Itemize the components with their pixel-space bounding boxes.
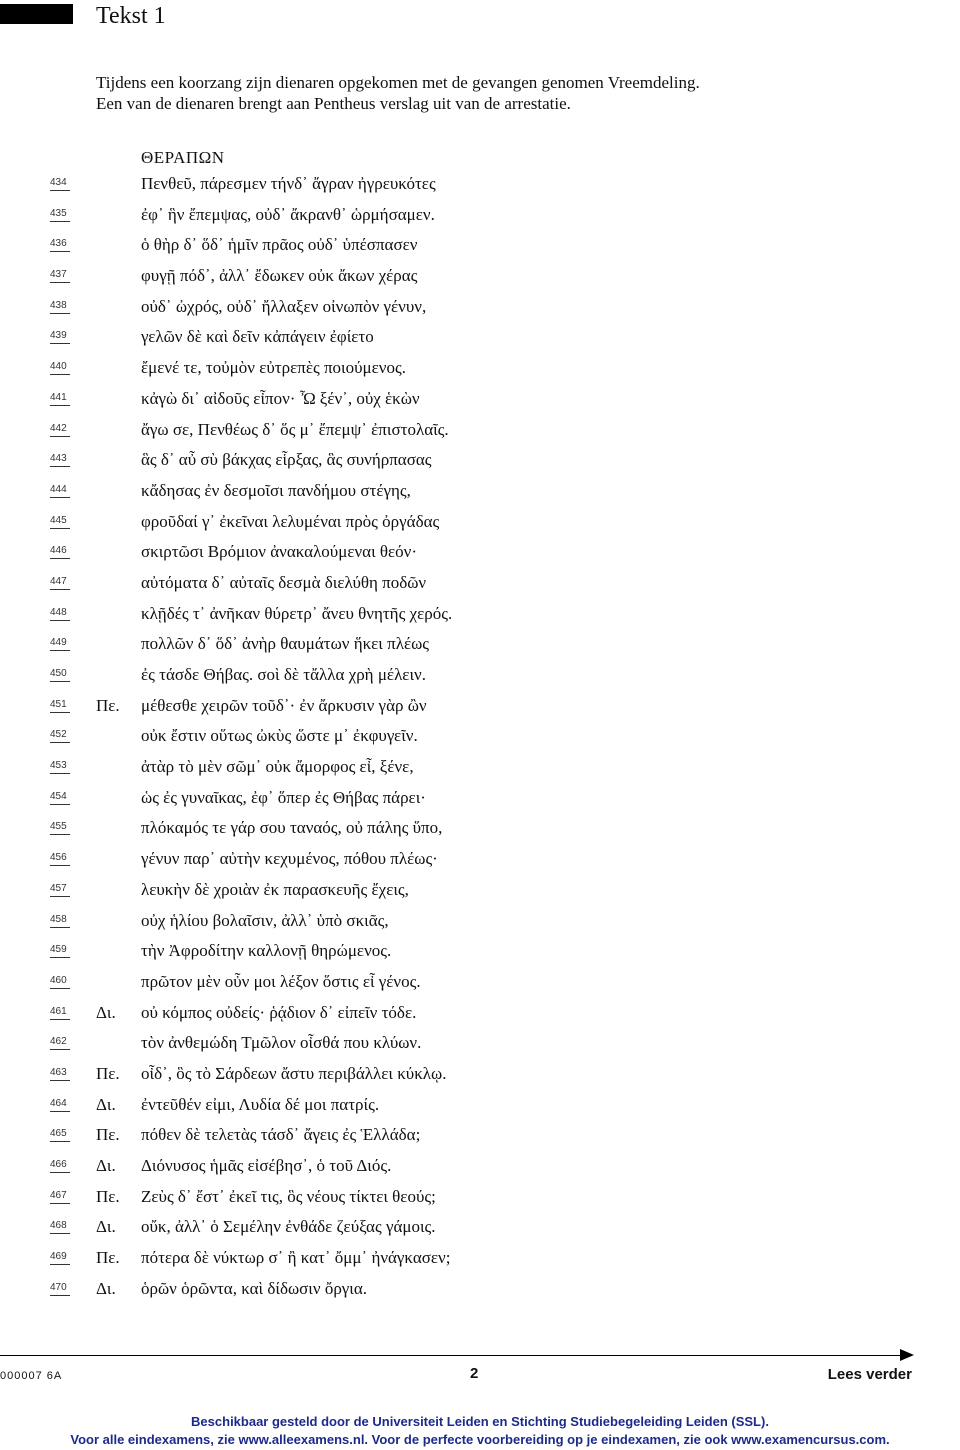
line-number: 460: [50, 975, 70, 989]
verse-lines: [0, 172, 960, 1307]
greek-verse-text: ἃς δ᾽ αὖ σὺ βάκχας εἷρξας, ἃς συνήρπασας: [141, 450, 432, 470]
line-number: 465: [50, 1128, 70, 1142]
line-number: 457: [50, 883, 70, 897]
greek-verse-text: Διόνυσος ἡμᾶς εἰσέβησ᾽, ὁ τοῦ Διός.: [141, 1156, 392, 1175]
page-title: Tekst 1: [96, 3, 166, 29]
greek-verse-text: μέθεσθε χειρῶν τοῦδ᾽· ἐν ἄρκυσιν γὰρ ὢν: [141, 695, 427, 715]
greek-verse-text: πόθεν δὲ τελετὰς τάσδ᾽ ἄγεις ἐς Ἑλλάδα;: [141, 1125, 421, 1145]
line-number: 466: [50, 1159, 70, 1173]
greek-verse-text: οὐχ ἡλίου βολαῖσιν, ἀλλ᾽ ὑπὸ σκιᾶς,: [141, 910, 389, 930]
line-number: 447: [50, 576, 70, 590]
arrow-right-icon: [900, 1349, 914, 1361]
greek-verse-text: ὡς ἐς γυναῖκας, ἐφ᾽ ὅπερ ἐς Θήβας πάρει·: [141, 787, 426, 807]
line-number: 440: [50, 361, 70, 375]
greek-verse-text: πλόκαμός τε γάρ σου ταναός, οὐ πάλης ὕπο,: [141, 818, 443, 838]
verse-line: [0, 816, 960, 847]
speaker-label: Δι.: [96, 1002, 116, 1022]
intro-line: Tijdens een koorzang zijn dienaren opgekomen met de gevangen genomen Vreemdeling.: [96, 73, 700, 92]
continue-label: Lees verder: [827, 1366, 912, 1383]
line-number: 438: [50, 300, 70, 314]
line-number: 448: [50, 607, 70, 621]
speaker-label: Πε.: [96, 695, 120, 715]
verse-line: [0, 510, 960, 541]
verse-line: [0, 755, 960, 786]
greek-verse-text: ὁρῶν ὁρῶντα, καὶ δίδωσιν ὄργια.: [141, 1278, 368, 1298]
line-number: 445: [50, 515, 70, 529]
verse-line: [0, 264, 960, 295]
verse-line: [0, 1123, 960, 1154]
verse-line: [0, 233, 960, 264]
greek-verse-text: οὐκ ἔστιν οὕτως ὠκὺς ὥστε μ᾽ ἐκφυγεῖν.: [141, 726, 418, 746]
greek-verse-text: οὐ κόμπος οὐδείς· ῥᾴδιον δ᾽ εἰπεῖν τόδε.: [141, 1002, 417, 1022]
line-number: 458: [50, 914, 70, 928]
line-number: 434: [50, 177, 70, 191]
verse-line: [0, 663, 960, 694]
verse-line: [0, 571, 960, 602]
greek-verse-text: κλῇδές τ᾽ ἀνῆκαν θύρετρ᾽ ἄνευ θνητῆς χερός.: [141, 603, 453, 623]
speaker-label: Δι.: [96, 1156, 116, 1175]
greek-verse-text: οὔκ, ἀλλ᾽ ὁ Σεμέλην ἐνθάδε ζεύξας γάμοις.: [141, 1217, 436, 1237]
line-number: 468: [50, 1220, 70, 1234]
verse-line: [0, 356, 960, 387]
speaker-label: Πε.: [96, 1186, 120, 1206]
line-number: 450: [50, 668, 70, 682]
verse-line: [0, 847, 960, 878]
greek-verse-text: πότερα δὲ νύκτωρ σ᾽ ἢ κατ᾽ ὄμμ᾽ ἠνάγκασεν;: [141, 1248, 451, 1268]
intro-line: Een van de dienaren brengt aan Pentheus verslag uit van de arrestatie.: [96, 94, 571, 113]
line-number: 464: [50, 1098, 70, 1112]
verse-line: [0, 1062, 960, 1093]
speaker-label: Δι.: [96, 1217, 116, 1237]
line-number: 441: [50, 392, 70, 406]
line-number: 451: [50, 699, 70, 713]
greek-verse-text: αὐτόματα δ᾽ αὐταῖς δεσμὰ διελύθη ποδῶν: [141, 572, 427, 592]
line-number: 453: [50, 760, 70, 774]
verse-line: [0, 970, 960, 1001]
exam-code: 000007 6A: [0, 1370, 63, 1382]
greek-verse-text: λευκὴν δὲ χροιὰν ἐκ παρασκευῆς ἔχεις,: [141, 879, 409, 899]
intro-text: [96, 72, 700, 114]
credit-line: Voor alle eindexamens, zie www.alleexamens.nl. Voor de perfecte voorbereiding op je eindexamen, zie ook www.examencursus.com.: [70, 1432, 890, 1447]
verse-line: [0, 724, 960, 755]
verse-line: [0, 172, 960, 203]
greek-verse-text: ἐς τάσδε Θήβας. σοὶ δὲ τἄλλα χρὴ μέλειν.: [141, 665, 426, 684]
greek-verse-text: ἀτὰρ τὸ μὲν σῶμ᾽ οὐκ ἄμορφος εἶ, ξένε,: [141, 757, 414, 777]
line-number: 459: [50, 944, 70, 958]
line-number: 443: [50, 453, 70, 467]
verse-line: [0, 632, 960, 663]
section-tab-marker: [0, 4, 73, 24]
verse-line: [0, 1001, 960, 1032]
greek-verse-text: τὸν ἀνθεμώδη Τμῶλον οἶσθά που κλύων.: [141, 1033, 422, 1053]
greek-verse-text: Πενθεῦ, πάρεσμεν τήνδ᾽ ἄγραν ἠγρευκότες: [141, 174, 436, 193]
line-number: 454: [50, 791, 70, 805]
speaker-label: Δι.: [96, 1278, 116, 1298]
speaker-heading: ΘΕΡΑΠΩΝ: [141, 148, 225, 167]
line-number: 437: [50, 269, 70, 283]
verse-line: [0, 387, 960, 418]
greek-verse-text: τὴν Ἀφροδίτην καλλονῇ θηρώμενος.: [141, 941, 392, 961]
greek-verse-text: οὐδ᾽ ὠχρός, οὐδ᾽ ἤλλαξεν οἰνωπὸν γένυν,: [141, 296, 427, 316]
verse-line: [0, 448, 960, 479]
verse-line: [0, 694, 960, 725]
footer-divider: [0, 1355, 912, 1356]
greek-verse-text: ἄγω σε, Πενθέως δ᾽ ὅς μ᾽ ἔπεμψ᾽ ἐπιστολαῖς.: [141, 419, 449, 439]
speaker-label: Πε.: [96, 1063, 120, 1083]
verse-line: [0, 602, 960, 633]
verse-line: [0, 939, 960, 970]
line-number: 456: [50, 852, 70, 866]
greek-verse-text: γένυν παρ᾽ αὐτὴν κεχυμένος, πόθου πλέως·: [141, 849, 438, 869]
line-number: 470: [50, 1282, 70, 1296]
greek-verse-text: κἄδησας ἐν δεσμοῖσι πανδήμου στέγης,: [141, 480, 411, 500]
line-number: 469: [50, 1251, 70, 1265]
greek-verse-text: γελῶν δὲ καὶ δεῖν κἀπάγειν ἐφίετο: [141, 327, 374, 347]
credit-line: Beschikbaar gesteld door de Universiteit Leiden en Stichting Studiebegeleiding Leiden (SSL).: [191, 1414, 769, 1429]
line-number: 435: [50, 208, 70, 222]
verse-line: [0, 878, 960, 909]
line-number: 461: [50, 1006, 70, 1020]
verse-line: [0, 418, 960, 449]
line-number: 444: [50, 484, 70, 498]
greek-verse-text: πολλῶν δ᾽ ὅδ᾽ ἀνὴρ θαυμάτων ἥκει πλέως: [141, 634, 430, 654]
verse-line: [0, 1185, 960, 1216]
line-number: 436: [50, 238, 70, 252]
greek-verse-text: κἀγὼ δι᾽ αἰδοῦς εἶπον· Ὦ ξέν᾽, οὐχ ἑκὼν: [141, 388, 420, 408]
verse-line: [0, 479, 960, 510]
verse-line: [0, 203, 960, 234]
line-number: 455: [50, 821, 70, 835]
line-number: 467: [50, 1190, 70, 1204]
greek-verse-text: ἐφ᾽ ἣν ἔπεμψας, οὐδ᾽ ἄκρανθ᾽ ὡρμήσαμεν.: [141, 204, 435, 224]
verse-line: [0, 909, 960, 940]
greek-verse-text: ἐντεῦθέν εἰμι, Λυδία δέ μοι πατρίς.: [141, 1094, 380, 1114]
page-number: 2: [470, 1365, 479, 1382]
line-number: 462: [50, 1036, 70, 1050]
greek-verse-text: πρῶτον μὲν οὖν μοι λέξον ὅστις εἶ γένος.: [141, 971, 421, 991]
verse-line: [0, 540, 960, 571]
greek-verse-text: φυγῇ πόδ᾽, ἀλλ᾽ ἔδωκεν οὐκ ἄκων χέρας: [141, 266, 418, 286]
verse-line: [0, 1277, 960, 1308]
line-number: 463: [50, 1067, 70, 1081]
verse-line: [0, 1215, 960, 1246]
verse-line: [0, 1031, 960, 1062]
greek-verse-text: φροῦδαί γ᾽ ἐκεῖναι λελυμέναι πρὸς ὀργάδας: [141, 511, 440, 531]
greek-verse-text: Ζεὺς δ᾽ ἔστ᾽ ἐκεῖ τις, ὃς νέους τίκτει θεούς;: [141, 1186, 436, 1206]
verse-line: [0, 1154, 960, 1185]
line-number: 446: [50, 545, 70, 559]
verse-line: [0, 1246, 960, 1277]
greek-verse-text: ὁ θὴρ δ᾽ ὅδ᾽ ἡμῖν πρᾶος οὐδ᾽ ὑπέσπασεν: [141, 235, 418, 255]
greek-verse-text: οἶδ᾽, ὃς τὸ Σάρδεων ἄστυ περιβάλλει κύκλῳ.: [141, 1063, 447, 1083]
verse-line: [0, 325, 960, 356]
line-number: 439: [50, 330, 70, 344]
line-number: 442: [50, 423, 70, 437]
speaker-label: Πε.: [96, 1248, 120, 1268]
line-number: 452: [50, 729, 70, 743]
verse-line: [0, 1093, 960, 1124]
greek-verse-text: σκιρτῶσι Βρόμιον ἀνακαλούμεναι θεόν·: [141, 542, 418, 562]
speaker-label: Δι.: [96, 1094, 116, 1114]
greek-verse-text: ἔμενέ τε, τοὐμὸν εὐτρεπὲς ποιούμενος.: [141, 358, 406, 378]
speaker-label: Πε.: [96, 1125, 120, 1145]
line-number: 449: [50, 637, 70, 651]
verse-line: [0, 786, 960, 817]
verse-line: [0, 295, 960, 326]
